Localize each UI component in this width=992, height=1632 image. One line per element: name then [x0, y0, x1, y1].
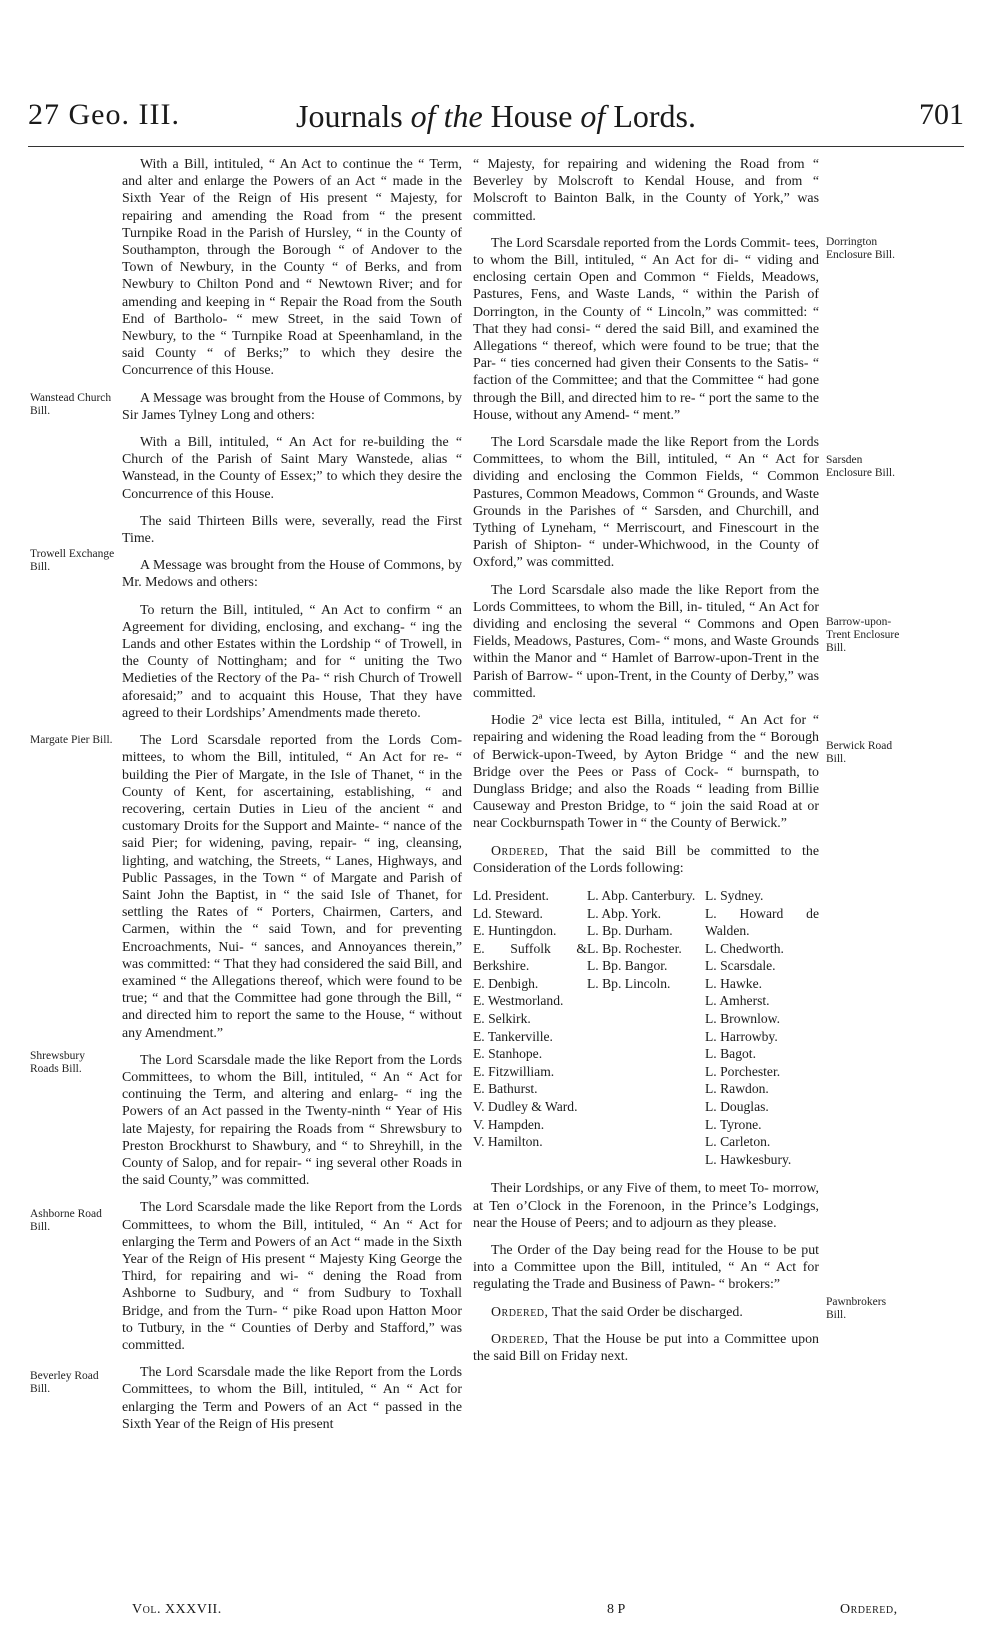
committee-lord: V. Hamilton.	[473, 1134, 543, 1150]
committee-lord: L. Tyrone.	[705, 1116, 762, 1132]
order-paragraph	[473, 1304, 819, 1321]
committee-lord: E. Denbigh.	[473, 975, 539, 991]
committee-lord: E. Selkirk.	[473, 1011, 531, 1027]
paragraph: “ Majesty, for repairing and widening the Road from “ Beverley by Molscroft to Kendal House, and from “ Molscroft to Bainton Balk, in the County of York,” was committed.	[473, 157, 819, 224]
order-text: That the said Order be discharged.	[551, 1304, 743, 1320]
committee-lord: L. Rawdon.	[705, 1081, 769, 1097]
committee-lord: L. Abp. York.	[587, 905, 662, 921]
margin-note-ashborne: Ashborne Road Bill.	[30, 1208, 102, 1233]
order-paragraph	[473, 1331, 819, 1365]
margin-note-wanstead: Wanstead Church Bill.	[30, 392, 112, 417]
committee-lord: L. Brownlow.	[705, 1011, 781, 1027]
title-word: House	[490, 98, 573, 134]
paragraph: The Lord Scarsdale made the like Report from the Lords Committees, to whom the Bill, intituled, “ An “ Act for dividing and enclosing the Common Fields, “ Common Pastures, Common Meadows, Common “ Grounds, and Waste Grounds in the Parishes of “ Sarsden, and Churchill, and Tything of Lyneham, “ Merriscourt, and Finescourt in the Parish of Shipton- “ under-Whichwood, in the County of Oxford,” was committed.	[473, 435, 819, 571]
order-paragraph	[473, 843, 819, 877]
title-word: of	[410, 98, 436, 134]
committee-lord: L. Carleton.	[705, 1134, 771, 1150]
volume-label: Vol. XXXVII.	[132, 1602, 222, 1617]
title-word: of	[580, 98, 606, 134]
paragraph: The said Thirteen Bills were, severally, read the First Time.	[122, 513, 462, 547]
paragraph: With a Bill, intituled, “ An Act to continue the “ Term, and alter and enlarge the Powers of an Act “ made in the Sixth Year of the Reign of His present “ Majesty, for repairing and amending the Road from “ the present Turnpike Road in the Parish of Hursley, “ in the County of Southampton, through the Borough “ of Andover to the Town of Newbury, in the County “ of Berks, and from Newbury to Chilton Pond and “ Newtown River; and for amending and keeping in “ Repair the Road from the South End of Bartholo- “ mew Street, in the said Town of Newbury, to the “ Turnpike Road at Speenhamland, in the said County “ of Berks;” to which they desire the Concurrence of this House.	[122, 157, 462, 379]
lords-column-3	[705, 887, 819, 1169]
title-word: the	[443, 98, 483, 134]
committee-lord: L. Bp. Durham.	[587, 923, 673, 939]
signature-mark: 8 P	[607, 1602, 626, 1617]
committee-lord: L. Porchester.	[705, 1063, 781, 1079]
committee-lord: L. Chedworth.	[705, 940, 784, 956]
paragraph: Hodie 2ª vice lecta est Billa, intituled, “ An Act for “ repairing and widening the Road leading from the “ Borough of Berwick-upon-Tweed, by Ayton Bridge “ and the new Bridge over the Pees or Pass of Cock- “ burnspath, to Dunglass Bridge; and also the Roads “ leading from Billie Causeway and Preston Bridge, to “ join the said Road at or near Cockburnspath Tower in “ the County of Berwick.”	[473, 713, 819, 832]
title-word: Lords.	[613, 98, 696, 134]
committee-lord: L. Bp. Bangor.	[587, 958, 668, 974]
committee-lord: E. Huntingdon.	[473, 923, 557, 939]
committee-lord: L. Bagot.	[705, 1046, 756, 1062]
margin-note-dorrington: Dorrington Enclosure Bill.	[826, 236, 895, 261]
margin-note-sarsden: Sarsden Enclosure Bill.	[826, 454, 895, 479]
committee-lord: L. Amherst.	[705, 993, 770, 1009]
committee-lord: E. Fitzwilliam.	[473, 1063, 555, 1079]
right-column	[473, 156, 819, 1375]
committee-lord: L. Douglas.	[705, 1099, 769, 1115]
paragraph: The Lord Scarsdale also made the like Report from the Lords Committees, to whom the Bill, in- tituled, “ An Act for dividing and enclosing the several “ Commons and Open Fields, Meadows, Pastures, Com- “ mons, and Waste Grounds within the Manor and “ Hamlet of Barrow-upon-Trent in the Parish of Barrow- “ upon-Trent, in the County of Derby,” was committed.	[473, 582, 819, 701]
paragraph: To return the Bill, intituled, “ An Act to confirm “ an Agreement for dividing, enclosing, and exchang- “ ing the Lands and other Estates within the Lordship “ of Trowell, in the County of Nottingham; and for “ uniting the Two Medieties of the Rectory of the Pa- “ rish Church of Trowell aforesaid;” and to acquaint this House, That they have agreed to their Lordships’ Amendments made thereto.	[122, 602, 462, 721]
committee-lord: E. Westmorland.	[473, 993, 564, 1009]
margin-note-beverley: Beverley Road Bill.	[30, 1370, 99, 1395]
regnal-year: 27 Geo. III.	[28, 98, 180, 131]
journal-title	[28, 98, 964, 135]
committee-lord: L. Scarsdale.	[705, 958, 776, 974]
page-footer	[122, 1602, 952, 1622]
paragraph: The Lord Scarsdale reported from the Lords Commit- tees, to whom the Bill, intituled, “ An Act for di- “ viding and enclosing certain Open and Common “ Fields, Meadows, Pastures, Fens, and Waste Lands, “ within the Parish of Dorrington, in the County of “ Lincoln,” was committed: “ That they had consi- “ dered the said Bill, and examined the Allegations “ thereof, which were found to be true; that the Par- “ ties concerned had given their Consents to the Satis- “ faction of the Committee; and that the Committee “ had gone through the Bill, and directed him to re- “ port the same to the House, without any Amend- “ ment.”	[473, 235, 819, 423]
paragraph: With a Bill, intituled, “ An Act for re-building the “ Church of the Parish of Saint Mary Wanstede, alias “ Wanstead, in the County of Essex;” to which they desire the Concurrence of this House.	[122, 435, 462, 502]
paragraph: The Lord Scarsdale made the like Report from the Lords Committees, to whom the Bill, intituled, “ An “ Act for enlarging the Term and Powers of an Act “ made in the Sixth Year of the Reign of His present “ Majesty King George the Third, for repairing and wi- “ dening the Road from Ashborne to Sudbury, and “ from Sudbury to Toxhall Bridge, and from the Turn- “ pike Road upon Hatton Moor to Tutbury, in the “ Counties of Derby and Stafford,” was committed.	[122, 1200, 462, 1353]
left-column	[122, 156, 462, 1443]
paragraph: The Order of the Day being read for the House to be put into a Committee upon the Bill, intituled, “ An “ Act for regulating the Trade and Business of Pawn- “ brokers:”	[473, 1243, 819, 1293]
running-header	[28, 98, 964, 146]
margin-note-trowell: Trowell Exchange Bill.	[30, 548, 115, 573]
margin-note-shrewsbury: Shrewsbury Roads Bill.	[30, 1050, 85, 1075]
paragraph: A Message was brought from the House of Commons, by Mr. Medows and others:	[122, 558, 462, 591]
committee-lord: L. Abp. Canterbury.	[587, 887, 696, 903]
lords-column-2	[587, 887, 705, 1169]
committee-lord: V. Hampden.	[473, 1116, 545, 1132]
committee-lord: L. Howard de Walden.	[705, 905, 819, 939]
paragraph: The Lord Scarsdale made the like Report from the Lords Committees, to whom the Bill, intituled, “ An “ Act for enlarging the Term and Powers of an Act “ passed in the Sixth Year of the Reign of His present	[122, 1365, 462, 1432]
margin-note-margate: Margate Pier Bill.	[30, 734, 113, 746]
committee-lord: V. Dudley & Ward.	[473, 1099, 578, 1115]
lords-column-1	[473, 887, 587, 1169]
header-rule	[28, 146, 964, 147]
paragraph: Their Lordships, or any Five of them, to meet To- morrow, at Ten o’Clock in the Forenoon, in the Prince’s Lodgings, near the House of Peers; and to adjourn as they please.	[473, 1181, 819, 1231]
title-word: Journals	[296, 98, 403, 134]
paragraph: The Lord Scarsdale made the like Report from the Lords Committees, to whom the Bill, intituled, “ An “ Act for continuing the Term, and altering and enlarg- “ ing the Powers of an Act passed in the Twenty-ninth “ Year of His late Majesty, for repairing the Roads from “ Shrewsbury to Preston Brockhurst to Shawbury, and “ to Shreyhill, in the County of Salop, and for repair- “ ing several other Roads in the said County,” was committed.	[122, 1052, 462, 1189]
margin-note-berwick: Berwick Road Bill.	[826, 740, 893, 765]
catchword: Ordered,	[840, 1602, 898, 1617]
order-text: That the said Bill be committed to the Consideration of the Lords following:	[473, 843, 819, 876]
committee-lord: E. Bathurst.	[473, 1081, 538, 1097]
committee-lord: Ld. President.	[473, 887, 549, 903]
ordered-word: Ordered,	[491, 1331, 549, 1347]
committee-lord: L. Bp. Rochester.	[587, 940, 682, 956]
paragraph: The Lord Scarsdale reported from the Lords Com- mittees, to whom the Bill, intituled, “ An Act for re- “ building the Pier of Margate, in the Isle of Thanet, “ in the County of Kent, for ascertaining, establishing, “ and recovering, certain Duties in Lieu of the ancient “ and customary Droits for the Support and Mainte- “ nance of the said Pier; for widening, paving, repair- “ ing, cleansing, lighting, and watching, the Streets, “ Lanes, Highways, and Public Passages, in the Town “ of Margate and Parish of Saint John the Baptist, in “ the said Isle of Thanet, for settling the Rates of “ Porters, Chairmen, Carters, and Carmen, within the “ said Town, and for preventing Encroachments, Nui- “ sances, and Annoyances therein,” was committed: “ That they had considered the said Bill, and examined “ the Allegations thereof, which were found to be true; “ and that the Committee had gone through the Bill, “ and directed him to report the same to the House, “ without any Amendment.”	[122, 733, 462, 1041]
committee-lords-list	[473, 887, 819, 1169]
order-text: That the House be put into a Committee upon the said Bill on Friday next.	[473, 1331, 819, 1365]
committee-lord: L. Hawke.	[705, 975, 762, 991]
ordered-word: Ordered,	[491, 1304, 549, 1320]
page-number: 701	[919, 98, 964, 131]
ordered-word: Ordered,	[491, 843, 549, 859]
committee-lord: L. Hawkesbury.	[705, 1151, 792, 1167]
committee-lord: L. Bp. Lincoln.	[587, 975, 671, 991]
committee-lord: L. Harrowby.	[705, 1028, 778, 1044]
committee-lord: E. Stanhope.	[473, 1046, 543, 1062]
committee-lord: Ld. Steward.	[473, 905, 543, 921]
margin-note-pawnbrokers: Pawnbrokers Bill.	[826, 1296, 887, 1321]
margin-note-barrow: Barrow-upon-Trent Enclosure Bill.	[826, 616, 900, 654]
committee-lord: E. Tankerville.	[473, 1028, 553, 1044]
committee-lord: E. Suffolk & Berkshire.	[473, 940, 587, 974]
paragraph: A Message was brought from the House of Commons, by Sir James Tylney Long and others:	[122, 390, 462, 423]
committee-lord: L. Sydney.	[705, 887, 764, 903]
